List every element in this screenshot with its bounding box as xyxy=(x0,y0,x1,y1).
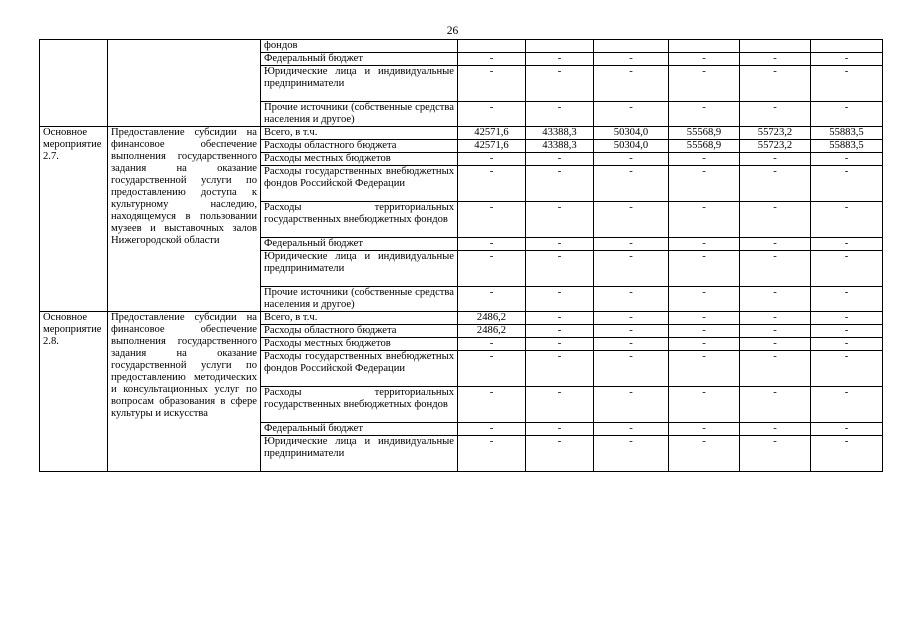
year-value: - xyxy=(669,423,740,436)
year-value: 55883,5 xyxy=(811,140,883,153)
year-value: - xyxy=(811,251,883,287)
year-value: 50304,0 xyxy=(594,140,669,153)
year-value: - xyxy=(740,312,811,325)
funding-source: Расходы местных бюджетов xyxy=(261,338,458,351)
year-value: - xyxy=(669,325,740,338)
funding-source: Федеральный бюджет xyxy=(261,53,458,66)
funding-source: Расходы территориальных государственных внебюджетных фондов xyxy=(261,387,458,423)
measure-description: Предоставление субсидии на финансовое обеспечение выполнения государственного задания на оказание государственной услуги по предоставлению доступа к культурному наследию, находящемуся в пользовании музеев и выставочных залов Нижегородской области xyxy=(108,127,261,312)
year-value: - xyxy=(594,251,669,287)
year-value: - xyxy=(740,351,811,387)
year-value: 55723,2 xyxy=(740,127,811,140)
year-value: - xyxy=(811,312,883,325)
year-value: - xyxy=(740,338,811,351)
year-value: - xyxy=(458,202,526,238)
year-value: - xyxy=(669,287,740,312)
funding-source: Федеральный бюджет xyxy=(261,238,458,251)
year-value: - xyxy=(740,287,811,312)
measure-description: Предоставление субсидии на финансовое обеспечение выполнения государственного задания на оказание государственной услуги по предоставлению методических и консультационных услуг по вопросам образования в сфере культуры и искусства xyxy=(108,312,261,472)
year-value: - xyxy=(458,153,526,166)
year-value: 50304,0 xyxy=(594,127,669,140)
year-value: - xyxy=(669,238,740,251)
year-value: - xyxy=(458,351,526,387)
year-value: - xyxy=(526,166,594,202)
year-value: - xyxy=(669,66,740,102)
year-value: - xyxy=(526,287,594,312)
year-value: - xyxy=(458,387,526,423)
year-value: - xyxy=(594,102,669,127)
year-value: - xyxy=(740,238,811,251)
year-value: - xyxy=(458,102,526,127)
budget-table xyxy=(39,39,883,472)
year-value: - xyxy=(458,338,526,351)
table-row xyxy=(40,312,883,325)
year-value: - xyxy=(669,436,740,472)
year-value: - xyxy=(811,53,883,66)
year-value: - xyxy=(740,102,811,127)
year-value: - xyxy=(669,102,740,127)
year-value: - xyxy=(526,325,594,338)
measure-label: Основное мероприятие 2.7. xyxy=(40,127,108,312)
year-value: 55723,2 xyxy=(740,140,811,153)
year-value: - xyxy=(594,436,669,472)
year-value: 43388,3 xyxy=(526,140,594,153)
year-value: - xyxy=(526,338,594,351)
funding-source: Расходы местных бюджетов xyxy=(261,153,458,166)
year-value: 55568,9 xyxy=(669,127,740,140)
year-value: - xyxy=(669,387,740,423)
year-value: - xyxy=(594,166,669,202)
page-number: 26 xyxy=(446,25,459,37)
funding-source: Юридические лица и индивидуальные предприниматели xyxy=(261,66,458,102)
year-value: - xyxy=(458,66,526,102)
year-value: - xyxy=(458,436,526,472)
funding-source: Расходы государственных внебюджетных фондов Российской Федерации xyxy=(261,351,458,387)
year-value: - xyxy=(811,202,883,238)
year-value: - xyxy=(740,53,811,66)
year-value: - xyxy=(740,423,811,436)
year-value: - xyxy=(526,436,594,472)
year-value xyxy=(669,40,740,53)
year-value xyxy=(594,40,669,53)
year-value: - xyxy=(526,238,594,251)
year-value: - xyxy=(811,66,883,102)
year-value: 2486,2 xyxy=(458,325,526,338)
year-value: - xyxy=(594,238,669,251)
year-value: - xyxy=(458,238,526,251)
funding-source: Юридические лица и индивидуальные предприниматели xyxy=(261,251,458,287)
funding-source: Федеральный бюджет xyxy=(261,423,458,436)
funding-source: Прочие источники (собственные средства населения и другое) xyxy=(261,102,458,127)
year-value: - xyxy=(740,166,811,202)
year-value: - xyxy=(740,66,811,102)
year-value: - xyxy=(811,423,883,436)
table-row xyxy=(40,40,883,53)
funding-source: Расходы государственных внебюджетных фондов Российской Федерации xyxy=(261,166,458,202)
year-value: - xyxy=(526,53,594,66)
year-value: - xyxy=(594,287,669,312)
year-value: - xyxy=(526,312,594,325)
year-value: - xyxy=(740,325,811,338)
year-value: - xyxy=(526,102,594,127)
year-value: - xyxy=(669,53,740,66)
year-value: 42571,6 xyxy=(458,127,526,140)
measure-description xyxy=(108,40,261,127)
year-value: - xyxy=(669,166,740,202)
year-value: - xyxy=(526,202,594,238)
table-row xyxy=(40,127,883,140)
year-value: - xyxy=(669,251,740,287)
year-value: - xyxy=(811,338,883,351)
year-value: - xyxy=(526,66,594,102)
year-value xyxy=(740,40,811,53)
year-value: - xyxy=(811,287,883,312)
year-value: 55568,9 xyxy=(669,140,740,153)
funding-source: Расходы территориальных государственных внебюджетных фондов xyxy=(261,202,458,238)
funding-source: фондов xyxy=(261,40,458,53)
year-value xyxy=(458,40,526,53)
year-value: - xyxy=(740,251,811,287)
year-value: - xyxy=(458,251,526,287)
year-value: - xyxy=(594,153,669,166)
year-value: - xyxy=(811,387,883,423)
year-value: - xyxy=(594,312,669,325)
year-value xyxy=(811,40,883,53)
year-value: 43388,3 xyxy=(526,127,594,140)
year-value: - xyxy=(811,436,883,472)
year-value: - xyxy=(811,102,883,127)
year-value: - xyxy=(594,325,669,338)
year-value: - xyxy=(669,351,740,387)
funding-source: Расходы областного бюджета xyxy=(261,140,458,153)
year-value: - xyxy=(594,53,669,66)
funding-source: Всего, в т.ч. xyxy=(261,127,458,140)
year-value: - xyxy=(669,312,740,325)
year-value: - xyxy=(594,338,669,351)
year-value: - xyxy=(594,423,669,436)
year-value: - xyxy=(740,387,811,423)
funding-source: Юридические лица и индивидуальные предприниматели xyxy=(261,436,458,472)
year-value: - xyxy=(740,153,811,166)
year-value: - xyxy=(458,53,526,66)
year-value: - xyxy=(811,166,883,202)
funding-source: Всего, в т.ч. xyxy=(261,312,458,325)
year-value xyxy=(526,40,594,53)
funding-source: Расходы областного бюджета xyxy=(261,325,458,338)
year-value: - xyxy=(594,66,669,102)
year-value: - xyxy=(669,338,740,351)
year-value: - xyxy=(526,387,594,423)
year-value: - xyxy=(740,436,811,472)
funding-source: Прочие источники (собственные средства населения и другое) xyxy=(261,287,458,312)
year-value: - xyxy=(458,166,526,202)
year-value: - xyxy=(594,387,669,423)
year-value: - xyxy=(526,351,594,387)
year-value: - xyxy=(526,423,594,436)
year-value: - xyxy=(458,287,526,312)
measure-label xyxy=(40,40,108,127)
year-value: - xyxy=(811,351,883,387)
year-value: - xyxy=(811,238,883,251)
year-value: - xyxy=(811,325,883,338)
year-value: - xyxy=(594,202,669,238)
year-value: - xyxy=(669,202,740,238)
measure-label: Основное мероприятие 2.8. xyxy=(40,312,108,472)
year-value: - xyxy=(669,153,740,166)
year-value: - xyxy=(458,423,526,436)
year-value: - xyxy=(811,153,883,166)
year-value: - xyxy=(740,202,811,238)
year-value: 55883,5 xyxy=(811,127,883,140)
year-value: - xyxy=(526,153,594,166)
year-value: - xyxy=(526,251,594,287)
year-value: 42571,6 xyxy=(458,140,526,153)
year-value: 2486,2 xyxy=(458,312,526,325)
year-value: - xyxy=(594,351,669,387)
